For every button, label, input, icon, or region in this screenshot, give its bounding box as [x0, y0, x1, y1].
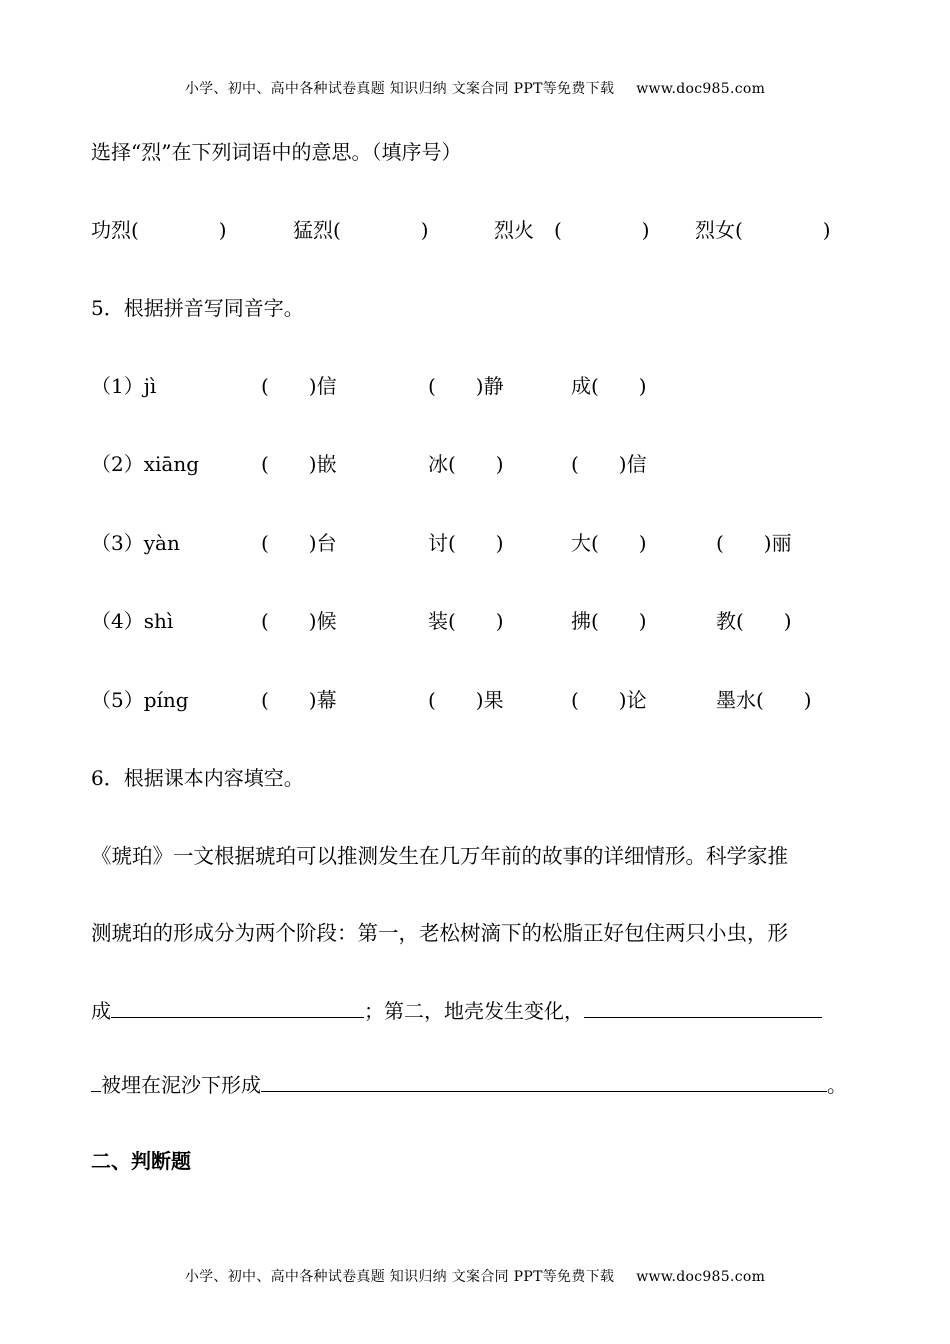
- q5-cell: ( )果: [428, 688, 504, 712]
- q5-cell: ( )幕: [261, 688, 337, 712]
- q5-cell: ( )论: [571, 688, 647, 712]
- page-header: [0, 78, 950, 98]
- q5-row-label: （4）shì: [91, 609, 174, 633]
- q5-cell: 教( ): [716, 609, 792, 633]
- q5-cell: 成( ): [571, 374, 647, 398]
- page-footer: [0, 1266, 950, 1286]
- q5-row-label: （2）xiāng: [91, 452, 200, 476]
- q5-cell: 装( ): [428, 609, 504, 633]
- q6-text: ；第二，地壳发生变化，: [364, 999, 584, 1023]
- answer-blank-2[interactable]: [584, 997, 822, 1018]
- answer-blank-3[interactable]: [261, 1071, 827, 1092]
- q6-text: 成: [91, 999, 111, 1023]
- q5-cell: ( )信: [261, 374, 337, 398]
- q4-instruction: 选择“烈”在下列词语中的意思。（填序号）: [91, 140, 462, 164]
- q4-item-1: 功烈( ): [91, 218, 227, 242]
- header-text: 小学、初中、高中各种试卷真题 知识归纳 文案合同 PPT等免费下载: [184, 81, 615, 97]
- section-heading: 二、判断题: [91, 1149, 191, 1173]
- q6-paragraph-line-2: 测琥珀的形成分为两个阶段：第一，老松树滴下的松脂正好包住两只小虫，形: [91, 921, 788, 945]
- q5-cell: ( )静: [428, 374, 504, 398]
- footer-text: 小学、初中、高中各种试卷真题 知识归纳 文案合同 PPT等免费下载: [184, 1269, 615, 1285]
- q4-item-4: 烈女( ): [695, 218, 831, 242]
- q6-paragraph-line-1: 《琥珀》一文根据琥珀可以推测发生在几万年前的故事的详细情形。科学家推: [91, 844, 788, 868]
- q5-cell: ( )信: [571, 452, 647, 476]
- answer-blank-1[interactable]: [111, 997, 364, 1018]
- footer-url[interactable]: www.doc985.com: [636, 1269, 766, 1285]
- q5-cell: 拂( ): [571, 609, 647, 633]
- q5-cell: 大( ): [571, 531, 647, 555]
- q5-cell: 墨水( ): [716, 688, 812, 712]
- q5-row-label: （1）jì: [91, 374, 157, 398]
- q5-cell: ( )台: [261, 531, 337, 555]
- q5-cell: 冰( ): [428, 452, 504, 476]
- q5-row-label: （3）yàn: [91, 531, 180, 555]
- q5-cell: ( )丽: [716, 531, 792, 555]
- header-url[interactable]: www.doc985.com: [636, 81, 766, 97]
- q5-cell: ( )嵌: [261, 452, 337, 476]
- q6-title: 6．根据课本内容填空。: [91, 766, 304, 790]
- q5-row-label: （5）píng: [91, 688, 189, 712]
- q6-text: 被埋在泥沙下形成: [101, 1073, 261, 1097]
- q4-item-2: 猛烈( ): [293, 218, 429, 242]
- q5-cell: 讨( ): [428, 531, 504, 555]
- q6-paragraph-line-4: [91, 1071, 847, 1098]
- q5-cell: ( )候: [261, 609, 337, 633]
- q6-text: 。: [827, 1073, 847, 1097]
- answer-blank-2-continued[interactable]: [91, 1071, 101, 1092]
- q6-paragraph-line-3: [91, 997, 822, 1024]
- q4-item-3: 烈火 ( ): [494, 218, 650, 242]
- q5-title: 5．根据拼音写同音字。: [91, 296, 304, 320]
